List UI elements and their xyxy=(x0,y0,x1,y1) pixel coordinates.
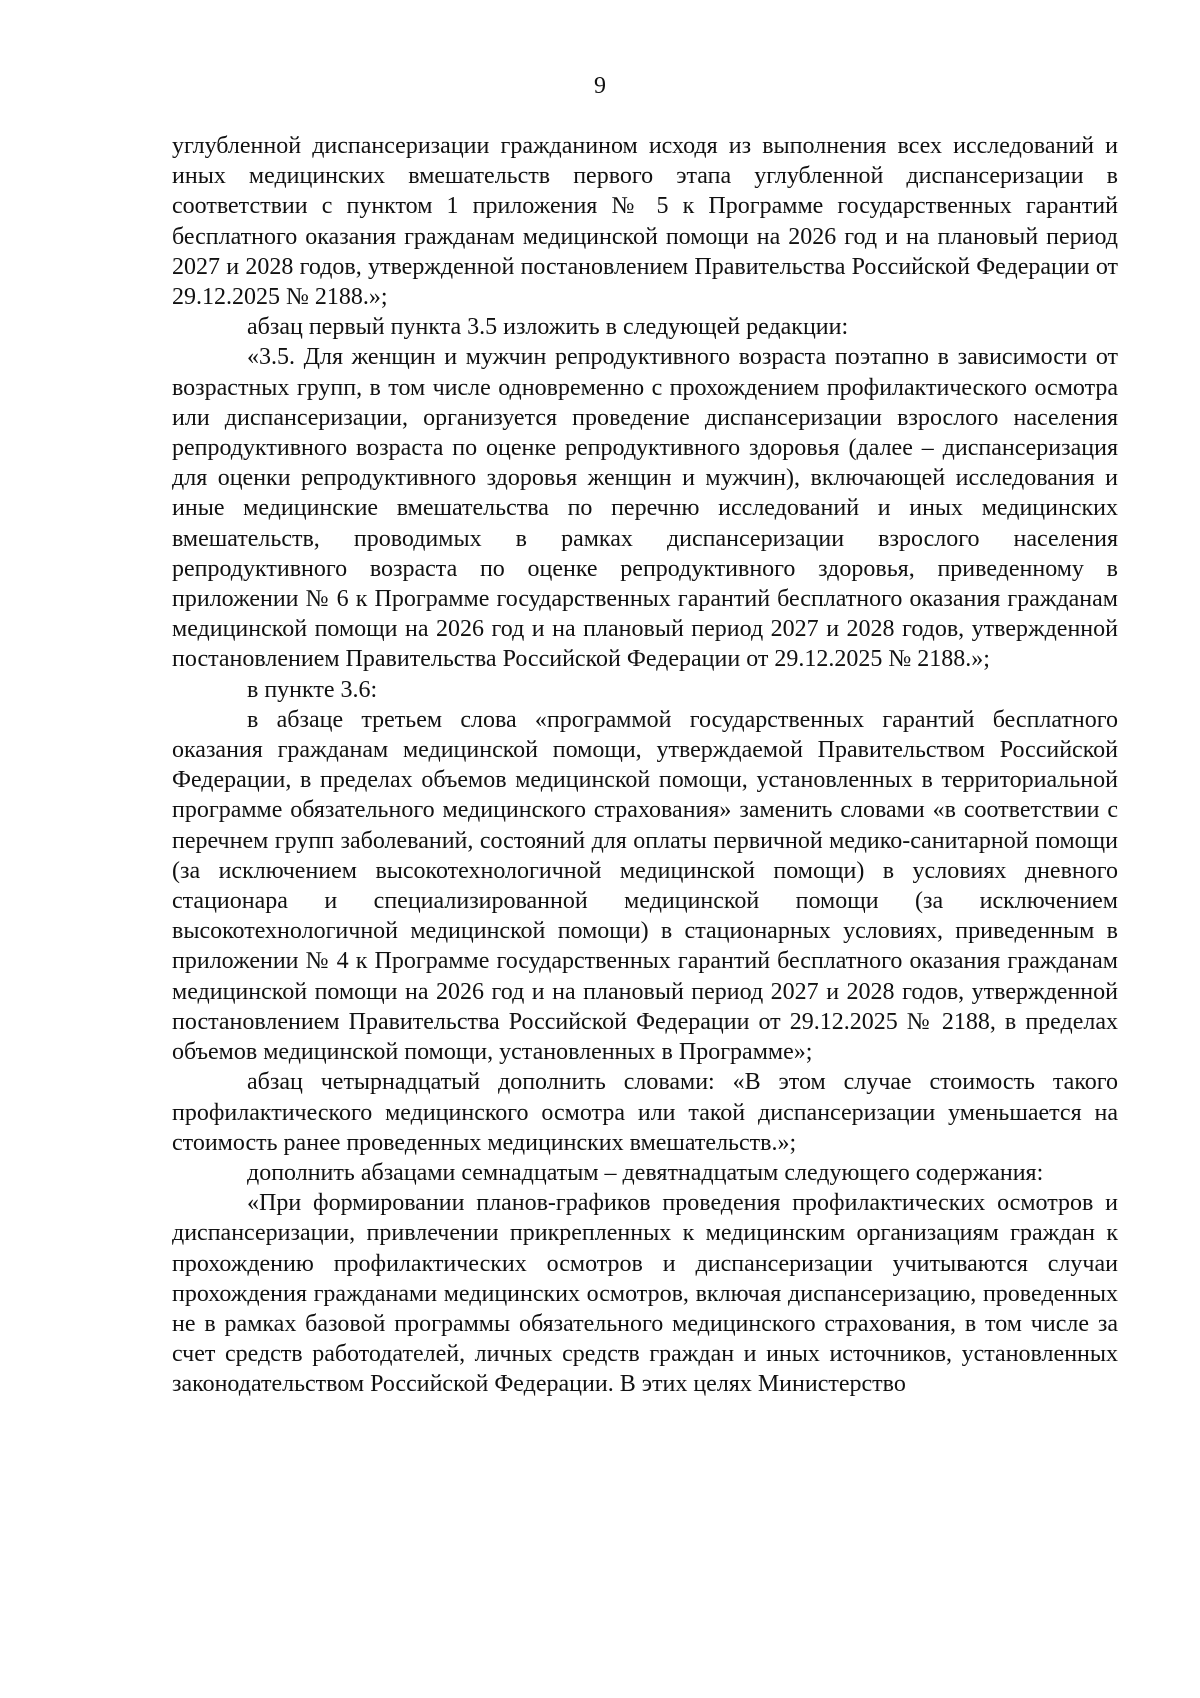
paragraph-add-abzacs: дополнить абзацами семнадцатым – девятнадцатым следующего содержания: xyxy=(247,1159,1044,1186)
paragraph-amend-3-5: абзац первый пункта 3.5 изложить в следующей редакции: xyxy=(247,314,849,341)
paragraph-3-5-text: «3.5. Для женщин и мужчин репродуктивного возраста поэтапно в зависимости от возрастных групп, в том числе одновременно с прохождением профилактического осмотра или диспансеризации, организуется проведение диспансеризации взрослого населения репродуктивного возраста по оценке репродуктивного здоровья (далее – диспансеризация для оценки репродуктивного здоровья женщин и мужчин), включающей исследования и иные медицинские вмешательства по перечню исследований и иных медицинских вмешательств, проводимых в рамках диспансеризации взрослого населения репродуктивного возраста по оценке репродуктивного здоровья, приведенному в приложении № 6 к Программе государственных гарантий бесплатного оказания гражданам медицинской помощи на 2026 год и на плановый период 2027 и 2028 годов, утвержденной постановлением Правительства Российской Федерации от 29.12.2025 № 2188.»; xyxy=(172,344,1118,673)
paragraph-abzac-third: в абзаце третьем слова «программой государственных гарантий бесплатного оказания гражданам медицинской помощи, утверждаемой Правительством Российской Федерации, в пределах объемов медицинской помощи, установленных в территориальной программе обязательного медицинского страхования» заменить словами «в соответствии с перечнем групп заболеваний, состояний для оплаты первичной медико-санитарной помощи (за исключением высокотехнологичной медицинской помощи) в условиях дневного стационара и специализированной медицинской помощи (за исключением высокотехнологичной медицинской помощи) в стационарных условиях, приведенным в приложении № 4 к Программе государственных гарантий бесплатного оказания гражданам медицинской помощи на 2026 год и на плановый период 2027 и 2028 годов, утвержденной постановлением Правительства Российской Федерации от 29.12.2025 № 2188, в пределах объемов медицинской помощи, установленных в Программе»; xyxy=(172,706,1118,1066)
page-number: 9 xyxy=(594,73,606,99)
paragraph-point-3-6: в пункте 3.6: xyxy=(247,676,378,703)
document-body xyxy=(172,131,1118,1400)
paragraph-abzac-fourteenth: абзац четырнадцатый дополнить словами: «В этом случае стоимость такого профилактического медицинского осмотра или такой диспансеризации уменьшается на стоимость ранее проведенных медицинских вмешательств.»; xyxy=(172,1069,1118,1156)
paragraph-continuation: углубленной диспансеризации гражданином исходя из выполнения всех исследований и иных медицинских вмешательств первого этапа углубленной диспансеризации в соответствии с пунктом 1 приложения № 5 к Программе государственных гарантий бесплатного оказания гражданам медицинской помощи на 2026 год и на плановый период 2027 и 2028 годов, утвержденной постановлением Правительства Российской Федерации от 29.12.2025 № 2188.»; xyxy=(172,133,1118,311)
paragraph-planning-schedules: «При формировании планов-графиков проведения профилактических осмотров и диспансеризации, привлечении прикрепленных к медицинским организациям граждан к прохождению профилактических осмотров и диспансеризации учитываются случаи прохождения гражданами медицинских осмотров, включая диспансеризацию, проведенных не в рамках базовой программы обязательного медицинского страхования, в том числе за счет средств работодателей, личных средств граждан и иных источников, установленных законодательством Российской Федерации. В этих целях Министерство xyxy=(172,1190,1118,1398)
